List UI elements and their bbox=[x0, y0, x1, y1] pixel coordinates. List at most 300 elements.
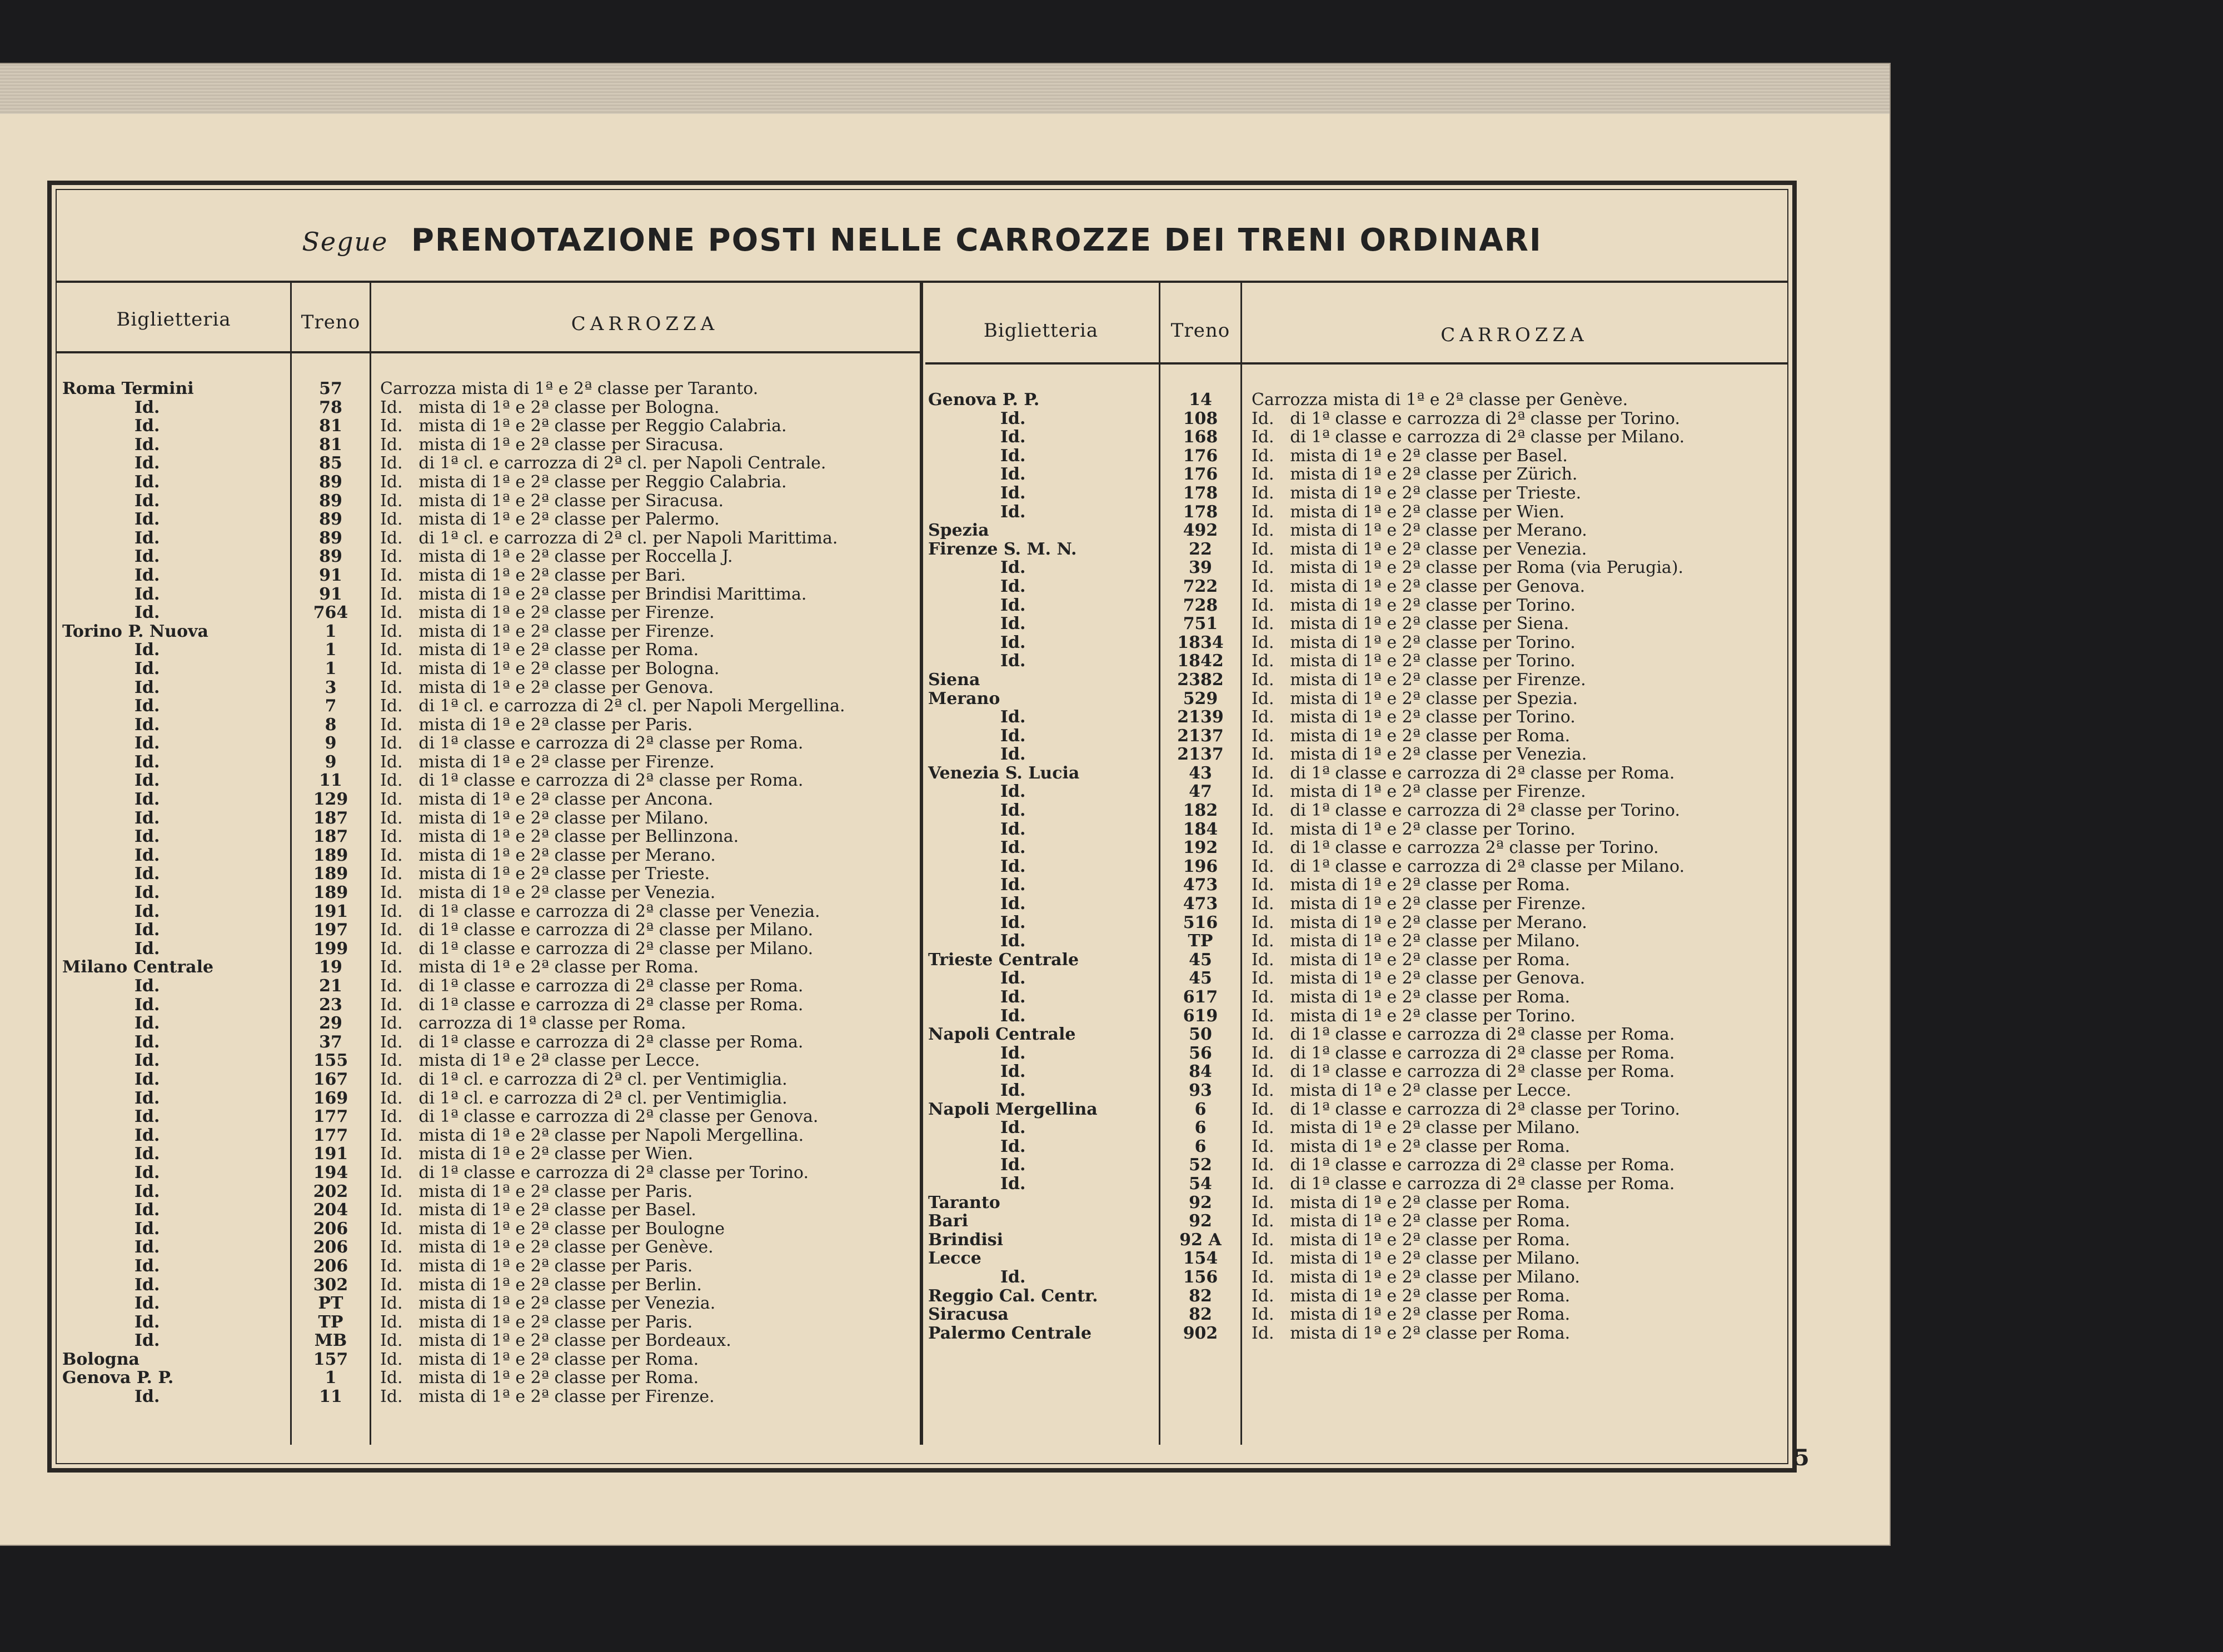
table-row bbox=[928, 596, 1787, 615]
biglietteria-cell: Id. bbox=[134, 1069, 160, 1089]
treno-cell: 191 bbox=[313, 901, 348, 921]
biglietteria-cell: Id. bbox=[134, 528, 160, 548]
biglietteria-cell: Id. bbox=[134, 827, 160, 847]
title-text: PRENOTAZIONE POSTI NELLE CARROZZE DEI TRENI ORDINARI bbox=[411, 222, 1542, 258]
treno-cell: 9 bbox=[325, 733, 337, 753]
carrozza-cell: Id. mista di 1ª e 2ª classe per Lecce. bbox=[1252, 1080, 1572, 1100]
biglietteria-cell: Bologna bbox=[62, 1349, 139, 1369]
carrozza-cell: Id. di 1ª cl. e carrozza di 2ª cl. per Napoli Mergellina. bbox=[380, 696, 845, 716]
treno-cell: 7 bbox=[325, 696, 337, 716]
treno-cell: 196 bbox=[1183, 856, 1218, 876]
carrozza-cell: Id. mista di 1ª e 2ª classe per Venezia. bbox=[380, 883, 716, 903]
biglietteria-cell: Id. bbox=[1000, 745, 1026, 765]
treno-cell: 187 bbox=[313, 808, 348, 828]
treno-cell: 204 bbox=[313, 1200, 348, 1220]
treno-cell: 202 bbox=[313, 1181, 348, 1201]
carrozza-cell: Id. mista di 1ª e 2ª classe per Roma. bbox=[380, 957, 699, 977]
treno-cell: 22 bbox=[1189, 539, 1212, 559]
biglietteria-cell: Id. bbox=[1000, 576, 1026, 596]
carrozza-cell: Id. di 1ª classe e carrozza di 2ª classe per Roma. bbox=[380, 995, 804, 1015]
treno-cell: 9 bbox=[325, 752, 337, 772]
carrozza-cell: Id. di 1ª classe e carrozza di 2ª classe per Roma. bbox=[1252, 763, 1675, 783]
treno-cell: 91 bbox=[319, 584, 342, 604]
carrozza-cell: Id. mista di 1ª e 2ª classe per Roma. bbox=[1252, 1192, 1571, 1212]
biglietteria-cell: Id. bbox=[134, 1144, 160, 1164]
treno-cell: 6 bbox=[1194, 1099, 1207, 1119]
table-row bbox=[928, 465, 1787, 484]
carrozza-cell: Id. mista di 1ª e 2ª classe per Roma. bbox=[1252, 875, 1571, 895]
table-row bbox=[62, 1369, 918, 1388]
treno-cell: 93 bbox=[1189, 1080, 1212, 1100]
treno-cell: 156 bbox=[1183, 1267, 1218, 1287]
biglietteria-cell: Id. bbox=[134, 603, 160, 623]
table-row bbox=[62, 921, 918, 940]
treno-cell: 108 bbox=[1183, 408, 1218, 428]
treno-cell: 154 bbox=[1183, 1249, 1218, 1269]
treno-cell: 169 bbox=[313, 1088, 348, 1108]
carrozza-cell: Id. di 1ª classe e carrozza di 2ª classe per Roma. bbox=[380, 733, 804, 753]
biglietteria-cell: Id. bbox=[134, 1256, 160, 1276]
biglietteria-cell: Id. bbox=[134, 808, 160, 828]
table-row bbox=[928, 801, 1787, 820]
biglietteria-cell: Id. bbox=[134, 565, 160, 585]
table-row bbox=[928, 839, 1787, 857]
biglietteria-cell: Id. bbox=[134, 1032, 160, 1052]
table-row bbox=[928, 727, 1787, 746]
table-row bbox=[62, 1070, 918, 1089]
treno-cell: 37 bbox=[319, 1032, 342, 1052]
treno-cell: 189 bbox=[313, 864, 348, 884]
table-row bbox=[62, 492, 918, 511]
table-row bbox=[62, 641, 918, 660]
table-row bbox=[928, 540, 1787, 559]
carrozza-cell: Id. di 1ª classe e carrozza di 2ª classe per Roma. bbox=[1252, 1174, 1675, 1194]
carrozza-cell: Id. di 1ª cl. e carrozza di 2ª cl. per Ventimiglia. bbox=[380, 1088, 787, 1108]
treno-cell: 902 bbox=[1183, 1323, 1218, 1343]
carrozza-cell: Id. mista di 1ª e 2ª classe per Wien. bbox=[380, 1144, 694, 1164]
header-treno-left: Treno bbox=[301, 311, 361, 333]
biglietteria-cell: Milano Centrale bbox=[62, 957, 214, 977]
treno-cell: 206 bbox=[313, 1219, 348, 1239]
carrozza-cell: Id. mista di 1ª e 2ª classe per Reggio Calabria. bbox=[380, 416, 787, 436]
table-row bbox=[928, 690, 1787, 708]
table-row bbox=[62, 958, 918, 977]
biglietteria-cell: Id. bbox=[134, 584, 160, 604]
biglietteria-cell: Lecce bbox=[928, 1249, 981, 1269]
carrozza-cell: Id. mista di 1ª e 2ª classe per Brindisi Marittima. bbox=[380, 584, 807, 604]
table-row bbox=[928, 447, 1787, 466]
biglietteria-cell: Id. bbox=[134, 1162, 160, 1182]
carrozza-cell: Id. di 1ª classe e carrozza di 2ª classe per Milano. bbox=[380, 939, 814, 959]
biglietteria-cell: Id. bbox=[134, 1294, 160, 1314]
carrozza-cell: Carrozza mista di 1ª e 2ª classe per Taranto. bbox=[380, 379, 759, 398]
biglietteria-cell: Id. bbox=[134, 1014, 160, 1034]
treno-cell: 45 bbox=[1189, 969, 1212, 989]
biglietteria-cell: Spezia bbox=[928, 521, 989, 541]
carrozza-cell: Id. di 1ª classe e carrozza di 2ª classe per Roma. bbox=[1252, 1062, 1675, 1082]
treno-cell: 722 bbox=[1183, 576, 1218, 596]
biglietteria-cell: Id. bbox=[134, 1387, 160, 1407]
treno-cell: 189 bbox=[313, 845, 348, 865]
biglietteria-cell: Venezia S. Lucia bbox=[928, 763, 1080, 783]
carrozza-cell: Id. mista di 1ª e 2ª classe per Genova. bbox=[380, 677, 714, 697]
treno-cell: 178 bbox=[1183, 502, 1218, 522]
biglietteria-cell: Id. bbox=[134, 1107, 160, 1127]
table-row bbox=[62, 1014, 918, 1033]
carrozza-cell: Id. mista di 1ª e 2ª classe per Roma (via Perugia). bbox=[1252, 558, 1684, 578]
header-treno-right: Treno bbox=[1170, 320, 1230, 342]
treno-cell: 78 bbox=[319, 397, 342, 417]
table-row bbox=[62, 790, 918, 809]
table-row bbox=[928, 484, 1787, 503]
table-row bbox=[928, 1044, 1787, 1063]
carrozza-cell: Id. di 1ª cl. e carrozza di 2ª cl. per Napoli Centrale. bbox=[380, 453, 826, 473]
treno-cell: 23 bbox=[319, 995, 342, 1015]
treno-cell: TP bbox=[1188, 931, 1213, 951]
header-biglietteria-left: Biglietteria bbox=[116, 308, 231, 331]
carrozza-cell: Id. mista di 1ª e 2ª classe per Palermo. bbox=[380, 510, 720, 530]
table-row bbox=[62, 753, 918, 772]
table-row bbox=[928, 969, 1787, 988]
treno-cell: 89 bbox=[319, 491, 342, 511]
carrozza-cell: Id. mista di 1ª e 2ª classe per Roccella J. bbox=[380, 547, 733, 567]
table-row bbox=[928, 1062, 1787, 1081]
carrozza-cell: Id. mista di 1ª e 2ª classe per Roma. bbox=[1252, 1305, 1571, 1325]
treno-cell: 167 bbox=[313, 1069, 348, 1089]
biglietteria-cell: Id. bbox=[1000, 931, 1026, 951]
table-row bbox=[928, 1305, 1787, 1324]
biglietteria-cell: Napoli Centrale bbox=[928, 1025, 1076, 1045]
biglietteria-cell: Palermo Centrale bbox=[928, 1323, 1092, 1343]
biglietteria-cell: Id. bbox=[134, 715, 160, 735]
table-row bbox=[62, 1164, 918, 1182]
biglietteria-cell: Id. bbox=[134, 1331, 160, 1351]
table-row bbox=[62, 1350, 918, 1369]
carrozza-cell: Id. di 1ª classe e carrozza di 2ª classe per Roma. bbox=[380, 1032, 804, 1052]
table-row bbox=[62, 1388, 918, 1406]
biglietteria-cell: Id. bbox=[134, 733, 160, 753]
treno-cell: 194 bbox=[313, 1162, 348, 1182]
carrozza-cell: Id. mista di 1ª e 2ª classe per Venezia. bbox=[1252, 539, 1587, 559]
carrozza-cell: Id. mista di 1ª e 2ª classe per Roma. bbox=[1252, 726, 1571, 746]
table-row bbox=[928, 558, 1787, 577]
table-row bbox=[928, 876, 1787, 895]
treno-cell: 516 bbox=[1183, 912, 1218, 932]
carrozza-cell: Id. di 1ª classe e carrozza di 2ª classe per Roma. bbox=[1252, 1155, 1675, 1175]
biglietteria-cell: Siena bbox=[928, 670, 980, 690]
carrozza-cell: Id. carrozza di 1ª classe per Roma. bbox=[380, 1014, 686, 1034]
table-row bbox=[62, 1182, 918, 1201]
table-row bbox=[62, 697, 918, 716]
carrozza-cell: Id. mista di 1ª e 2ª classe per Berlin. bbox=[380, 1275, 702, 1295]
carrozza-cell: Id. mista di 1ª e 2ª classe per Boulogne bbox=[380, 1219, 725, 1239]
carrozza-cell: Id. di 1ª classe e carrozza di 2ª classe per Roma. bbox=[1252, 1043, 1675, 1063]
carrozza-cell: Id. di 1ª classe e carrozza di 2ª classe per Roma. bbox=[1252, 1025, 1675, 1045]
treno-cell: 184 bbox=[1183, 819, 1218, 839]
table-row bbox=[62, 1126, 918, 1145]
table-row bbox=[62, 529, 918, 548]
table-row bbox=[62, 678, 918, 697]
biglietteria-cell: Id. bbox=[1000, 801, 1026, 821]
treno-cell: 11 bbox=[319, 771, 342, 791]
carrozza-cell: Id. mista di 1ª e 2ª classe per Milano. bbox=[1252, 1267, 1580, 1287]
carrozza-cell: Id. mista di 1ª e 2ª classe per Firenze. bbox=[380, 603, 715, 623]
table-row bbox=[62, 1220, 918, 1239]
treno-cell: 302 bbox=[313, 1275, 348, 1295]
carrozza-cell: Id. mista di 1ª e 2ª classe per Milano. bbox=[1252, 1118, 1580, 1138]
table-row bbox=[62, 940, 918, 959]
treno-cell: 91 bbox=[319, 565, 342, 585]
center-rule bbox=[920, 281, 923, 1445]
table-row bbox=[928, 1156, 1787, 1175]
treno-cell: 21 bbox=[319, 976, 342, 996]
treno-cell: 89 bbox=[319, 528, 342, 548]
table-row bbox=[62, 1033, 918, 1052]
carrozza-cell: Id. di 1ª classe e carrozza di 2ª classe per Venezia. bbox=[380, 901, 820, 921]
table-row bbox=[62, 846, 918, 865]
treno-cell: 187 bbox=[313, 827, 348, 847]
carrozza-cell: Id. mista di 1ª e 2ª classe per Ancona. bbox=[380, 790, 714, 810]
biglietteria-cell: Id. bbox=[1000, 408, 1026, 428]
carrozza-cell: Id. mista di 1ª e 2ª classe per Firenze. bbox=[1252, 894, 1586, 914]
biglietteria-cell: Id. bbox=[134, 1237, 160, 1257]
biglietteria-cell: Id. bbox=[1000, 1136, 1026, 1156]
biglietteria-cell: Id. bbox=[134, 453, 160, 473]
carrozza-cell: Id. mista di 1ª e 2ª classe per Roma. bbox=[380, 1349, 699, 1369]
carrozza-cell: Id. mista di 1ª e 2ª classe per Genève. bbox=[380, 1237, 714, 1257]
table-row bbox=[62, 996, 918, 1015]
table-row bbox=[928, 615, 1787, 633]
treno-cell: 191 bbox=[313, 1144, 348, 1164]
carrozza-cell: Id. mista di 1ª e 2ª classe per Paris. bbox=[380, 1256, 693, 1276]
treno-cell: 1842 bbox=[1177, 651, 1224, 671]
table-row bbox=[928, 1268, 1787, 1287]
table-row bbox=[62, 1276, 918, 1295]
biglietteria-cell: Siracusa bbox=[928, 1305, 1009, 1325]
biglietteria-cell: Id. bbox=[1000, 726, 1026, 746]
table-row bbox=[62, 865, 918, 884]
table-row bbox=[62, 436, 918, 455]
carrozza-cell: Id. mista di 1ª e 2ª classe per Siracusa. bbox=[380, 491, 724, 511]
table-row bbox=[62, 827, 918, 846]
biglietteria-cell: Id. bbox=[134, 1181, 160, 1201]
table-row bbox=[928, 708, 1787, 727]
carrozza-cell: Id. di 1ª classe e carrozza di 2ª classe per Torino. bbox=[380, 1162, 809, 1182]
biglietteria-cell: Id. bbox=[134, 435, 160, 455]
biglietteria-cell: Id. bbox=[134, 1312, 160, 1332]
table-row bbox=[928, 988, 1787, 1007]
carrozza-cell: Id. di 1ª cl. e carrozza di 2ª cl. per Napoli Marittima. bbox=[380, 528, 838, 548]
table-row bbox=[928, 1137, 1787, 1156]
treno-cell: 3 bbox=[325, 677, 337, 697]
table-row bbox=[62, 1051, 918, 1070]
biglietteria-cell: Taranto bbox=[928, 1192, 1000, 1212]
table-row bbox=[928, 428, 1787, 447]
treno-cell: 82 bbox=[1189, 1286, 1212, 1306]
biglietteria-cell: Id. bbox=[1000, 614, 1026, 634]
carrozza-cell: Id. mista di 1ª e 2ª classe per Firenze. bbox=[380, 1387, 715, 1407]
carrozza-cell: Id. mista di 1ª e 2ª classe per Napoli Mergellina. bbox=[380, 1125, 804, 1145]
table-row bbox=[62, 454, 918, 473]
table-row bbox=[928, 782, 1787, 801]
treno-cell: 92 A bbox=[1179, 1230, 1222, 1250]
treno-cell: 89 bbox=[319, 547, 342, 567]
table-row bbox=[62, 1089, 918, 1108]
left-table-body bbox=[62, 380, 918, 1406]
treno-cell: PT bbox=[318, 1294, 343, 1314]
carrozza-cell: Id. mista di 1ª e 2ª classe per Roma. bbox=[1252, 987, 1571, 1007]
biglietteria-cell: Id. bbox=[1000, 875, 1026, 895]
biglietteria-cell: Id. bbox=[134, 901, 160, 921]
carrozza-cell: Id. mista di 1ª e 2ª classe per Spezia. bbox=[1252, 688, 1578, 708]
table-row bbox=[928, 1119, 1787, 1137]
treno-cell: 764 bbox=[313, 603, 348, 623]
biglietteria-cell: Id. bbox=[1000, 782, 1026, 802]
table-row bbox=[62, 417, 918, 436]
biglietteria-cell: Id. bbox=[134, 640, 160, 660]
page-number: 5 bbox=[1794, 1445, 1810, 1471]
carrozza-cell: Id. di 1ª classe e carrozza di 2ª classe per Genova. bbox=[380, 1107, 819, 1127]
treno-cell: 14 bbox=[1189, 390, 1212, 410]
table-row bbox=[928, 503, 1787, 522]
treno-cell: 92 bbox=[1189, 1211, 1212, 1231]
table-row bbox=[928, 1025, 1787, 1044]
table-row bbox=[62, 1238, 918, 1257]
treno-cell: 206 bbox=[313, 1237, 348, 1257]
biglietteria-cell: Id. bbox=[1000, 912, 1026, 932]
treno-cell: 473 bbox=[1183, 875, 1218, 895]
treno-cell: 19 bbox=[319, 957, 342, 977]
carrozza-cell: Id. mista di 1ª e 2ª classe per Siena. bbox=[1252, 614, 1569, 634]
carrozza-cell: Id. mista di 1ª e 2ª classe per Merano. bbox=[1252, 521, 1587, 541]
carrozza-cell: Id. mista di 1ª e 2ª classe per Bordeaux. bbox=[380, 1331, 731, 1351]
carrozza-cell: Id. mista di 1ª e 2ª classe per Venezia. bbox=[1252, 745, 1587, 765]
carrozza-cell: Id. mista di 1ª e 2ª classe per Milano. bbox=[1252, 931, 1580, 951]
table-row bbox=[928, 895, 1787, 914]
carrozza-cell: Id. mista di 1ª e 2ª classe per Roma. bbox=[380, 640, 699, 660]
carrozza-cell: Id. mista di 1ª e 2ª classe per Torino. bbox=[1252, 1006, 1576, 1026]
carrozza-cell: Id. mista di 1ª e 2ª classe per Torino. bbox=[1252, 819, 1576, 839]
table-row bbox=[928, 820, 1787, 839]
table-row bbox=[928, 951, 1787, 970]
biglietteria-cell: Id. bbox=[134, 1200, 160, 1220]
biglietteria-cell: Id. bbox=[1000, 446, 1026, 466]
biglietteria-cell: Id. bbox=[1000, 856, 1026, 876]
treno-cell: 89 bbox=[319, 472, 342, 492]
treno-cell: 182 bbox=[1183, 801, 1218, 821]
table-row bbox=[928, 1175, 1787, 1194]
treno-cell: 728 bbox=[1183, 595, 1218, 615]
table-row bbox=[928, 410, 1787, 428]
biglietteria-cell: Id. bbox=[1000, 1043, 1026, 1063]
carrozza-cell: Id. mista di 1ª e 2ª classe per Bologna. bbox=[380, 397, 720, 417]
table-row bbox=[928, 633, 1787, 652]
table-row bbox=[62, 809, 918, 828]
treno-cell: 1 bbox=[325, 1368, 337, 1388]
carrozza-cell: Id. mista di 1ª e 2ª classe per Paris. bbox=[380, 715, 693, 735]
treno-cell: 52 bbox=[1189, 1155, 1212, 1175]
carrozza-cell: Id. di 1ª cl. e carrozza di 2ª cl. per Ventimiglia. bbox=[380, 1069, 787, 1089]
biglietteria-cell: Id. bbox=[1000, 1080, 1026, 1100]
table-row bbox=[928, 857, 1787, 876]
table-row bbox=[62, 473, 918, 492]
treno-cell: 54 bbox=[1189, 1174, 1212, 1194]
treno-cell: 2139 bbox=[1177, 707, 1224, 727]
table-row bbox=[928, 932, 1787, 951]
carrozza-cell: Id. mista di 1ª e 2ª classe per Roma. bbox=[1252, 1211, 1571, 1231]
treno-cell: 177 bbox=[313, 1107, 348, 1127]
treno-cell: 129 bbox=[313, 790, 348, 810]
biglietteria-cell: Bari bbox=[928, 1211, 968, 1231]
table-row bbox=[928, 577, 1787, 596]
biglietteria-cell: Id. bbox=[134, 1051, 160, 1071]
biglietteria-cell: Id. bbox=[1000, 838, 1026, 858]
treno-cell: 199 bbox=[313, 939, 348, 959]
carrozza-cell: Id. mista di 1ª e 2ª classe per Roma. bbox=[1252, 1286, 1571, 1306]
carrozza-cell: Id. mista di 1ª e 2ª classe per Roma. bbox=[1252, 950, 1571, 970]
treno-cell: 45 bbox=[1189, 950, 1212, 970]
treno-cell: 6 bbox=[1194, 1118, 1207, 1138]
table-row bbox=[62, 902, 918, 921]
biglietteria-cell: Id. bbox=[134, 939, 160, 959]
treno-cell: 197 bbox=[313, 920, 348, 940]
table-row bbox=[928, 1231, 1787, 1250]
table-row bbox=[928, 1194, 1787, 1212]
carrozza-cell: Id. di 1ª classe e carrozza di 2ª classe per Milano. bbox=[1252, 427, 1685, 447]
biglietteria-cell: Id. bbox=[134, 883, 160, 903]
table-row bbox=[928, 764, 1787, 783]
treno-cell: 619 bbox=[1183, 1006, 1218, 1026]
treno-cell: 529 bbox=[1183, 688, 1218, 708]
carrozza-cell: Id. mista di 1ª e 2ª classe per Basel. bbox=[380, 1200, 696, 1220]
carrozza-cell: Id. mista di 1ª e 2ª classe per Trieste. bbox=[1252, 483, 1582, 503]
treno-cell: 473 bbox=[1183, 894, 1218, 914]
biglietteria-cell: Id. bbox=[1000, 465, 1026, 485]
treno-cell: 50 bbox=[1189, 1025, 1212, 1045]
table-row bbox=[62, 585, 918, 604]
treno-cell: 1834 bbox=[1177, 632, 1224, 652]
table-row bbox=[62, 1201, 918, 1220]
biglietteria-cell: Id. bbox=[1000, 1174, 1026, 1194]
table-row bbox=[928, 745, 1787, 764]
table-row bbox=[62, 398, 918, 417]
carrozza-cell: Id. di 1ª classe e carrozza di 2ª classe per Milano. bbox=[380, 920, 814, 940]
treno-cell: 492 bbox=[1183, 521, 1218, 541]
biglietteria-cell: Merano bbox=[928, 688, 1000, 708]
treno-cell: 177 bbox=[313, 1125, 348, 1145]
biglietteria-cell: Id. bbox=[1000, 819, 1026, 839]
biglietteria-cell: Id. bbox=[134, 696, 160, 716]
table-row bbox=[928, 1212, 1787, 1231]
biglietteria-cell: Id. bbox=[134, 397, 160, 417]
table-row bbox=[928, 391, 1787, 410]
biglietteria-cell: Trieste Centrale bbox=[928, 950, 1079, 970]
carrozza-cell: Id. mista di 1ª e 2ª classe per Torino. bbox=[1252, 632, 1576, 652]
biglietteria-cell: Id. bbox=[134, 416, 160, 436]
treno-cell: 155 bbox=[313, 1051, 348, 1071]
biglietteria-cell: Id. bbox=[1000, 595, 1026, 615]
biglietteria-cell: Id. bbox=[134, 658, 160, 678]
biglietteria-cell: Roma Termini bbox=[62, 379, 194, 398]
treno-cell: 751 bbox=[1183, 614, 1218, 634]
table-row bbox=[62, 1331, 918, 1350]
treno-cell: 178 bbox=[1183, 483, 1218, 503]
treno-cell: 157 bbox=[313, 1349, 348, 1369]
biglietteria-cell: Id. bbox=[134, 547, 160, 567]
table-row bbox=[62, 734, 918, 753]
biglietteria-cell: Id. bbox=[134, 491, 160, 511]
biglietteria-cell: Id. bbox=[1000, 427, 1026, 447]
